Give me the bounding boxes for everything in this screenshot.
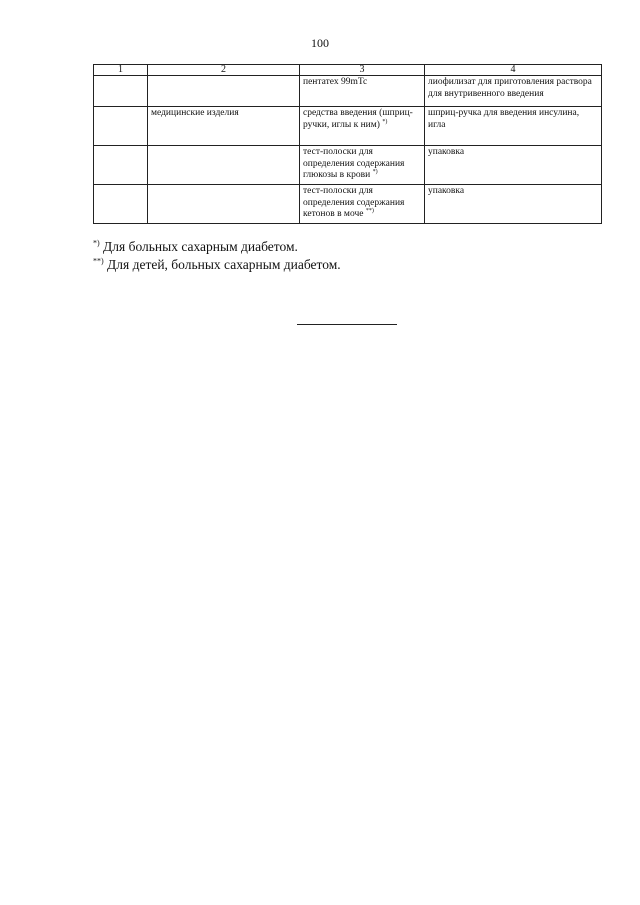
medical-items-table [93, 64, 602, 224]
table-cell [148, 185, 300, 224]
table-cell [148, 76, 300, 107]
table-cell [300, 76, 425, 107]
footnote-mark: *) [372, 168, 378, 175]
table-row [94, 107, 602, 146]
table-cell [94, 146, 148, 185]
table-cell: упаковка [425, 146, 602, 185]
page-number: 100 [311, 36, 329, 50]
footnote-mark: **) [93, 256, 104, 266]
table-cell [300, 185, 425, 224]
table-cell: упаковка [425, 185, 602, 224]
table-cell [94, 76, 148, 107]
table-cell [300, 107, 425, 146]
table-cell: медицинские изделия [148, 107, 300, 146]
footnote-1 [93, 238, 601, 256]
footnote-mark: *) [382, 118, 388, 125]
table-cell [300, 146, 425, 185]
table-cell: шприц-ручка для введения инсулина, игла [425, 107, 602, 146]
table-cell [148, 146, 300, 185]
cell-text: тест-полоски для определения содержания кетонов в моче [303, 186, 405, 219]
footnote-text: Для детей, больных сахарным диабетом. [107, 257, 341, 272]
end-divider [297, 324, 397, 325]
cell-text: тест-полоски для определения содержания глюкозы в крови [303, 147, 405, 180]
table-row [94, 146, 602, 185]
column-header-1: 1 [94, 65, 148, 76]
table-cell [94, 185, 148, 224]
column-header-2: 2 [148, 65, 300, 76]
cell-text: пентатех 99mTc [303, 77, 368, 87]
table-cell: лиофилизат для приготовления раствора для внутривенного введения [425, 76, 602, 107]
footnote-mark: **) [365, 207, 374, 214]
footnotes [93, 238, 601, 274]
table-cell [94, 107, 148, 146]
table-row [94, 76, 602, 107]
footnote-text: Для больных сахарным диабетом. [103, 239, 298, 254]
cell-text: средства введения (шприц-ручки, иглы к ним) [303, 108, 413, 130]
footnote-mark: *) [93, 238, 100, 248]
column-header-4: 4 [425, 65, 602, 76]
table-header-row [94, 65, 602, 76]
footnote-2 [93, 256, 601, 274]
column-header-3: 3 [300, 65, 425, 76]
table-row [94, 185, 602, 224]
